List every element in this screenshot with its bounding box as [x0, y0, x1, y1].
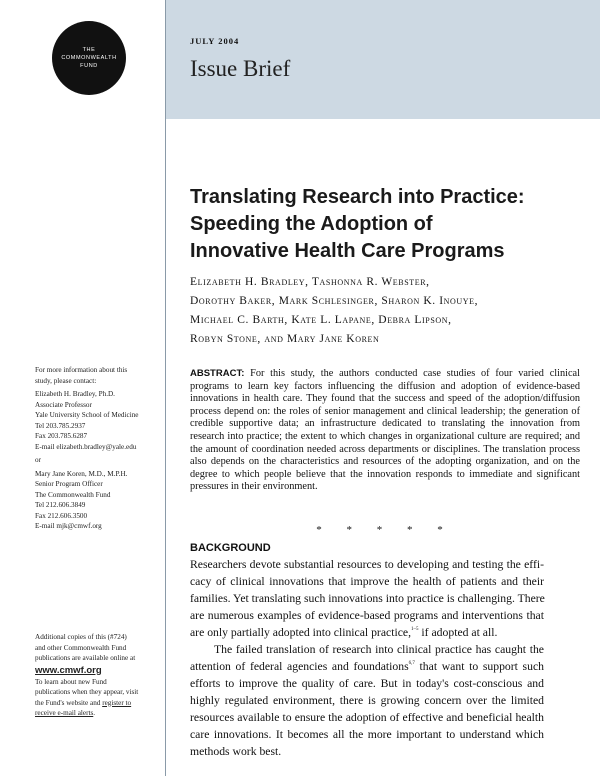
sidebar-line [35, 698, 159, 709]
title-line: Translating Research into Practice: [190, 186, 525, 208]
logo-line: COMMONWEALTH [61, 55, 117, 61]
body-line: efforts to improve the quality of care. But in today's cost-conscious and [190, 677, 544, 690]
abstract-text: For this study, the authors conducted case studies of four varied clinical programs to learn key factors influencing the diffusion and adoption of evidence-based innovations in health care. They found that the success and speed of the adoption/diffusion process depend on: the roles of senior management and clinical leadership; the generation of credible supportive data; an infrastructure dedicated to translating the innovation from research into practice; the extent to which changes in organizational culture are required; and the amount of coordination needed across departments or disciplines. The translation process also depends on the characteristics and resources of the adopting organization, and on the degree to which people believe that the innovation responds to immediate and significant pressures in their environment. [190, 368, 580, 493]
body-line: The failed translation of research into clinical practice has caught the [214, 643, 544, 656]
sidebar-contact-info [35, 365, 159, 532]
footnote-ref: 1–5 [411, 627, 419, 632]
sidebar-line: Tel 212.606.3849 [35, 501, 86, 509]
body-line: families. Yet translating such innovations into practice is challenging. There [190, 592, 545, 605]
sidebar-line: Additional copies of this (#724) [35, 633, 127, 641]
vertical-divider [165, 0, 166, 776]
sidebar-line [35, 708, 159, 719]
abstract-label: ABSTRACT: [190, 368, 245, 379]
body-line [190, 658, 544, 675]
body-fragment: attention of federal agencies and foundations [190, 660, 409, 673]
sidebar-line: Fax 212.606.3500 [35, 511, 88, 520]
body-line: methods work best. [190, 745, 282, 758]
sidebar-line: Elizabeth H. Bradley, Ph.D. [35, 390, 115, 398]
logo-line: THE [82, 47, 96, 53]
email-link[interactable]: E-mail elizabeth.bradley@yale.edu [35, 442, 137, 451]
logo-line: FUND [80, 63, 98, 69]
background-body [190, 556, 544, 760]
sidebar-copies-info [35, 632, 159, 719]
author-line: Michael C. Barth, Kate L. Lapane, Debra Lipson, [190, 314, 452, 326]
body-fragment: are only partially adopted into clinical practice, [190, 626, 411, 639]
body-line [190, 624, 544, 641]
footnote-ref: 6,7 [408, 661, 415, 666]
body-fragment: that want to support such [414, 660, 544, 673]
sidebar-line: and other Commonwealth Fund [35, 643, 127, 652]
commonwealth-fund-logo [52, 21, 126, 95]
email-alerts-link[interactable]: receive e-mail alerts [35, 709, 94, 717]
sidebar-line: study, please contact: [35, 376, 97, 385]
punctuation: . [93, 709, 96, 717]
sidebar-line: publications are available online at [35, 654, 136, 662]
background-heading: BACKGROUND [190, 542, 271, 554]
sidebar-line: Mary Jane Koren, M.D., M.P.H. [35, 469, 128, 478]
body-fragment: if adopted at all. [418, 626, 498, 639]
body-line: Researchers devote substantial resources to developing and testing the effi- [190, 558, 544, 571]
title-line: Innovative Health Care Programs [190, 240, 505, 262]
sidebar-line: Fax 203.785.6287 [35, 432, 88, 440]
website-link[interactable]: www.cmwf.org [35, 664, 102, 676]
body-line: care innovations. It becomes all the more important to understand which [190, 728, 544, 741]
register-link[interactable]: register to [102, 698, 132, 707]
author-list [190, 273, 580, 349]
sidebar-line: or [35, 456, 41, 464]
sidebar-line: Yale University School of Medicine [35, 411, 139, 419]
email-link[interactable]: E-mail mjk@cmwf.org [35, 522, 102, 530]
sidebar-line: To learn about new Fund [35, 677, 107, 686]
author-line: Robyn Stone, and Mary Jane Koren [190, 333, 380, 345]
abstract [190, 368, 580, 494]
issue-brief-label: Issue Brief [190, 56, 291, 81]
sidebar-line: Tel 203.785.2937 [35, 421, 86, 430]
section-separator: * * * * * [316, 524, 454, 536]
body-line: resources available to ensure the adoption of effective and beneficial health [190, 711, 544, 724]
sidebar-line: publications when they appear, visit [35, 688, 139, 696]
body-line: cacy of clinical innovations that improve the health of patients and their [190, 575, 544, 588]
issue-date: JULY 2004 [190, 36, 240, 46]
sidebar-line: Senior Program Officer [35, 480, 103, 488]
alerts-text: the Fund's website and [35, 698, 101, 707]
sidebar-line: Associate Professor [35, 400, 92, 409]
body-line: are numerous examples of evidence-based programs and interventions that [190, 609, 544, 622]
body-line: highly regulated environment, there is growing concern over the limited [190, 694, 544, 707]
sidebar-line: The Commonwealth Fund [35, 490, 111, 499]
author-line: Dorothy Baker, Mark Schlesinger, Sharon K. Inouye, [190, 295, 479, 307]
page-title [190, 184, 580, 265]
title-line: Speeding the Adoption of [190, 213, 433, 235]
author-line: Elizabeth H. Bradley, Tashonna R. Webster, [190, 276, 430, 288]
sidebar-line: For more information about this [35, 366, 128, 374]
